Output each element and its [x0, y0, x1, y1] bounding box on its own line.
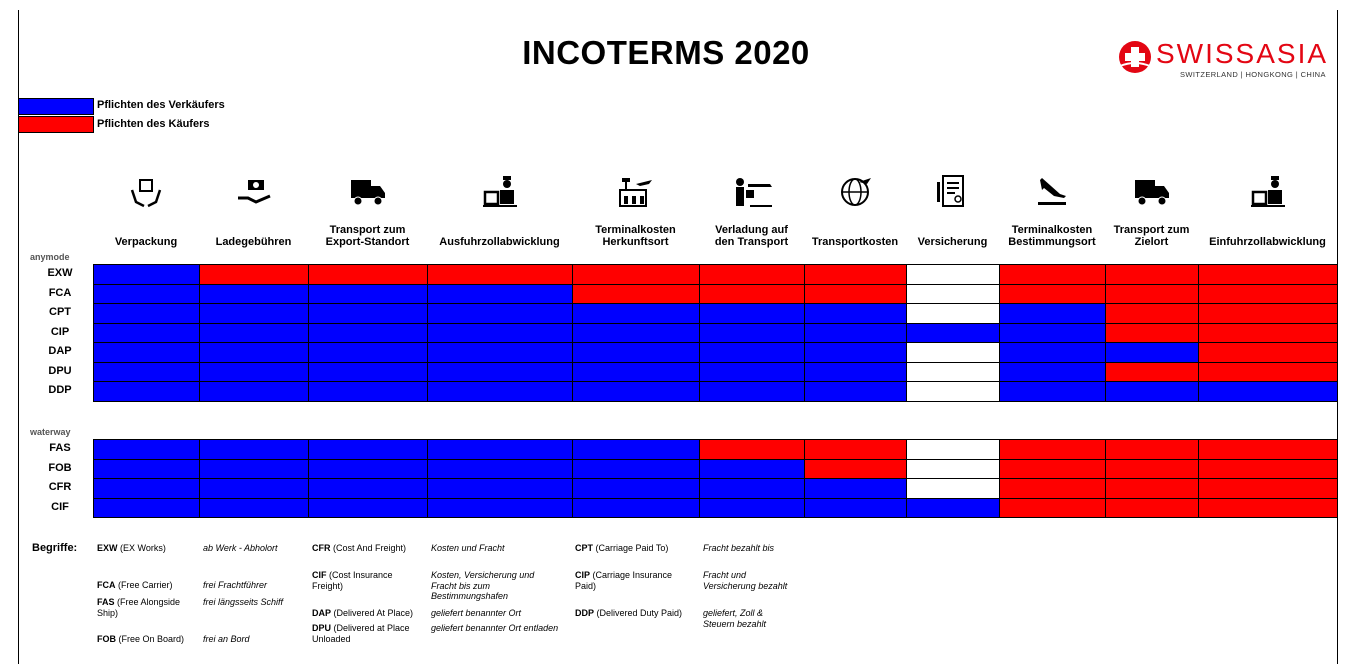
matrix-cell [572, 264, 700, 285]
matrix-cell [572, 362, 700, 383]
row-label: FCA [48, 286, 72, 299]
matrix-cell [308, 362, 428, 383]
term-german: geliefert benannter Ort entladen [431, 623, 559, 633]
hand-money-icon [234, 172, 274, 212]
matrix-cell [199, 342, 309, 363]
customs-officer-icon [480, 172, 520, 212]
matrix-cell [1198, 342, 1338, 363]
matrix-cell [999, 264, 1106, 285]
matrix-cell [1105, 303, 1199, 324]
matrix-cell [572, 478, 700, 499]
matrix-cell [999, 459, 1106, 480]
matrix-cell [804, 459, 907, 480]
matrix-cell [572, 439, 700, 460]
matrix-cell [999, 439, 1106, 460]
matrix-cell [1105, 362, 1199, 383]
matrix-cell [427, 342, 573, 363]
plane-landing-icon [1032, 172, 1072, 212]
column-header: Versicherung [917, 236, 988, 248]
column-header: Verladung auf den Transport [714, 224, 789, 248]
customs-officer-icon [1248, 172, 1288, 212]
matrix-cell [906, 381, 1000, 402]
legend-seller-label: Pflichten des Verkäufers [97, 99, 225, 111]
matrix-cell [804, 362, 907, 383]
term-definition: CPT (Carriage Paid To) [575, 543, 669, 553]
matrix-cell [93, 323, 200, 344]
column-header: Transport zum Zielort [1113, 224, 1190, 248]
matrix-cell [199, 284, 309, 305]
matrix-cell [804, 498, 907, 519]
matrix-cell [308, 498, 428, 519]
matrix-cell [699, 498, 805, 519]
matrix-cell [93, 498, 200, 519]
matrix-cell [1105, 498, 1199, 519]
truck-icon [1132, 172, 1172, 212]
matrix-cell [804, 439, 907, 460]
matrix-cell [804, 478, 907, 499]
term-definition: FAS (Free Alongside Ship) [97, 597, 181, 618]
matrix-cell [699, 264, 805, 285]
term-definition: FOB (Free On Board) [97, 634, 185, 644]
row-label: EXW [47, 267, 73, 279]
matrix-cell [699, 381, 805, 402]
matrix-cell [427, 459, 573, 480]
term-definition: EXW (EX Works) [97, 543, 166, 553]
row-label: CFR [48, 481, 72, 493]
matrix-cell [1198, 264, 1338, 285]
swiss-cross-logo-icon [1118, 40, 1152, 74]
matrix-cell [308, 459, 428, 480]
row-label: DDP [48, 384, 72, 396]
matrix-cell [427, 284, 573, 305]
matrix-cell [427, 323, 573, 344]
matrix-cell [308, 303, 428, 324]
matrix-cell [572, 498, 700, 519]
legend-seller-swatch [18, 98, 94, 115]
term-german: frei längsseits Schiff [203, 597, 284, 607]
matrix-cell [699, 439, 805, 460]
matrix-cell [1105, 342, 1199, 363]
matrix-cell [93, 439, 200, 460]
term-definition: FCA (Free Carrier) [97, 580, 173, 590]
insurance-document-icon [933, 172, 973, 212]
row-label: CIF [51, 500, 69, 513]
matrix-cell [427, 478, 573, 499]
matrix-cell [93, 303, 200, 324]
matrix-cell [999, 303, 1106, 324]
logo-wordmark: SWISSASIA [1156, 38, 1329, 69]
matrix-cell [308, 381, 428, 402]
matrix-cell [572, 381, 700, 402]
matrix-cell [1198, 381, 1338, 402]
matrix-cell [93, 362, 200, 383]
matrix-cell [699, 459, 805, 480]
matrix-cell [572, 342, 700, 363]
column-header: Terminalkosten Bestimmungsort [1008, 224, 1096, 248]
matrix-cell [427, 381, 573, 402]
matrix-cell [1198, 284, 1338, 305]
matrix-cell [906, 342, 1000, 363]
page-title: INCOTERMS 2020 [522, 34, 810, 71]
matrix-cell [308, 323, 428, 344]
matrix-cell [308, 478, 428, 499]
matrix-cell [572, 284, 700, 305]
matrix-cell [906, 303, 1000, 324]
hands-box-icon [126, 172, 166, 212]
matrix-cell [308, 284, 428, 305]
matrix-cell [1105, 439, 1199, 460]
row-label: DPU [48, 364, 72, 377]
matrix-cell [804, 342, 907, 363]
term-definition: DPU (Delivered at Place Unloaded [312, 623, 410, 644]
matrix-cell [1105, 381, 1199, 402]
matrix-cell [1198, 478, 1338, 499]
matrix-cell [1105, 459, 1199, 480]
matrix-cell [1105, 478, 1199, 499]
term-german: geliefert benannter Ort [431, 608, 522, 618]
matrix-cell [93, 381, 200, 402]
matrix-cell [1198, 303, 1338, 324]
term-german: Fracht und Versicherung bezahlt [703, 570, 788, 591]
matrix-cell [199, 303, 309, 324]
term-german: ab Werk - Abholort [203, 543, 278, 553]
column-header: Ausfuhrzollabwicklung [439, 236, 560, 248]
term-definition: DDP (Delivered Duty Paid) [575, 608, 683, 618]
matrix-cell [93, 478, 200, 499]
matrix-cell [1198, 362, 1338, 383]
matrix-cell [427, 264, 573, 285]
matrix-cell [804, 381, 907, 402]
column-header: Transport zum Export-Standort [325, 224, 410, 248]
matrix-cell [1105, 323, 1199, 344]
matrix-cell [999, 498, 1106, 519]
term-definition: CFR (Cost And Freight) [312, 543, 407, 553]
term-german: frei an Bord [203, 634, 250, 644]
terms-title: Begriffe: [32, 542, 78, 554]
group-label: waterway [30, 427, 71, 437]
swissasia-logo [1118, 36, 1328, 86]
term-german: Fracht bezahlt bis [703, 543, 775, 553]
matrix-cell [804, 264, 907, 285]
matrix-cell [572, 303, 700, 324]
matrix-cell [699, 342, 805, 363]
matrix-cell [93, 284, 200, 305]
column-header: Verpackung [114, 236, 178, 248]
matrix-cell [199, 459, 309, 480]
matrix-cell [1105, 284, 1199, 305]
matrix-cell [572, 323, 700, 344]
matrix-cell [699, 303, 805, 324]
column-header: Transportkosten [811, 236, 899, 248]
matrix-cell [906, 439, 1000, 460]
matrix-cell [999, 323, 1106, 344]
term-german: Kosten und Fracht [431, 543, 505, 553]
matrix-cell [804, 323, 907, 344]
matrix-cell [199, 439, 309, 460]
matrix-cell [199, 381, 309, 402]
matrix-cell [199, 362, 309, 383]
matrix-cell [199, 323, 309, 344]
matrix-cell [199, 264, 309, 285]
matrix-cell [308, 439, 428, 460]
term-definition: CIP (Carriage Insurance Paid) [575, 570, 673, 591]
matrix-cell [427, 362, 573, 383]
matrix-cell [93, 264, 200, 285]
term-german: frei Frachtführer [203, 580, 268, 590]
matrix-cell [906, 362, 1000, 383]
matrix-cell [1198, 439, 1338, 460]
legend-buyer-label: Pflichten des Käufers [97, 118, 210, 130]
matrix-cell [1198, 498, 1338, 519]
matrix-cell [699, 284, 805, 305]
term-german: geliefert, Zoll & Steuern bezahlt [703, 608, 767, 629]
group-label: anymode [30, 252, 70, 262]
logo-tagline: SWITZERLAND | HONGKONG | CHINA [1180, 70, 1326, 79]
matrix-cell [427, 439, 573, 460]
airport-terminal-icon [616, 172, 656, 212]
matrix-cell [427, 303, 573, 324]
matrix-cell [699, 323, 805, 344]
matrix-cell [699, 362, 805, 383]
matrix-cell [999, 381, 1106, 402]
matrix-cell [999, 284, 1106, 305]
term-german: Kosten, Versicherung und Fracht bis zum Bestimmungshafen [431, 570, 535, 601]
column-header: Ladegebühren [215, 236, 292, 248]
matrix-cell [199, 478, 309, 499]
term-definition: CIF (Cost Insurance Freight) [312, 570, 393, 591]
matrix-cell [427, 498, 573, 519]
matrix-cell [199, 498, 309, 519]
matrix-cell [999, 342, 1106, 363]
column-header: Einfuhrzollabwicklung [1209, 236, 1326, 248]
matrix-cell [804, 284, 907, 305]
matrix-cell [93, 342, 200, 363]
column-header: Terminalkosten Herkunftsort [595, 224, 676, 248]
matrix-cell [308, 264, 428, 285]
matrix-cell [1198, 459, 1338, 480]
legend-buyer-swatch [18, 116, 94, 133]
matrix-cell [308, 342, 428, 363]
loading-airplane-icon [732, 172, 772, 212]
matrix-cell [906, 264, 1000, 285]
matrix-cell [906, 498, 1000, 519]
matrix-cell [999, 478, 1106, 499]
truck-icon [348, 172, 388, 212]
matrix-cell [1105, 264, 1199, 285]
matrix-cell [572, 459, 700, 480]
row-label: CPT [49, 306, 71, 318]
globe-plane-icon [835, 172, 875, 212]
row-label: FOB [48, 461, 72, 474]
row-label: FAS [49, 442, 71, 454]
matrix-cell [906, 284, 1000, 305]
matrix-cell [999, 362, 1106, 383]
matrix-cell [93, 459, 200, 480]
matrix-cell [906, 459, 1000, 480]
matrix-cell [699, 478, 805, 499]
matrix-cell [906, 323, 1000, 344]
matrix-cell [906, 478, 1000, 499]
matrix-cell [1198, 323, 1338, 344]
row-label: CIP [50, 325, 70, 338]
term-definition: DAP (Delivered At Place) [312, 608, 414, 618]
matrix-cell [804, 303, 907, 324]
row-label: DAP [48, 345, 72, 357]
